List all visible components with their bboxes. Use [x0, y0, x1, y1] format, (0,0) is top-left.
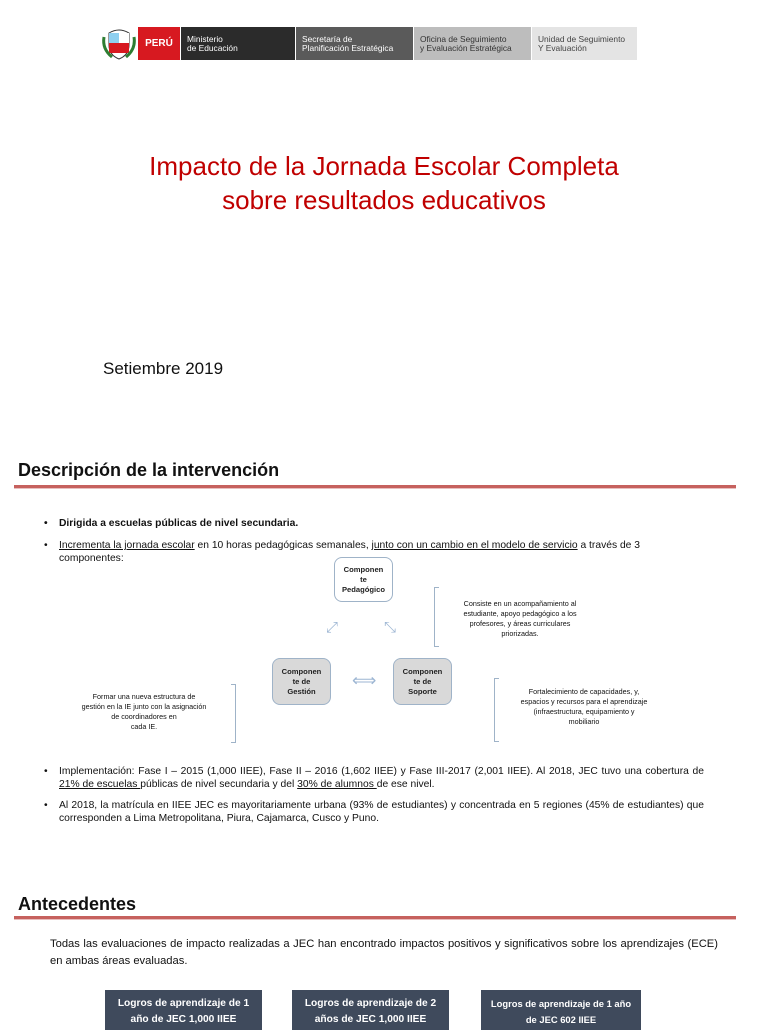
note-gestion: [62, 692, 226, 732]
component-label: Componen: [343, 564, 384, 574]
ministry-line1: Ministerio: [187, 33, 223, 44]
ministry-line2: de Educación: [187, 42, 238, 53]
double-arrow-horizontal-icon: ⟺: [352, 671, 377, 690]
peru-coat-of-arms-icon: [100, 27, 138, 60]
component-pedagogico: [334, 557, 393, 602]
bullet-text: en 10 horas pedagógicas semanales,: [194, 540, 372, 551]
bullet-text-underlined: Incrementa la jornada escolar: [59, 540, 195, 551]
bullet-text-underlined: 30% de alumnos: [297, 779, 377, 790]
list-item: [44, 517, 704, 530]
component-label: te de: [292, 676, 311, 686]
card-line: Logros de aprendizaje de 1 año: [490, 998, 632, 1009]
bullet-text: a través de 3 componentes:: [59, 540, 640, 564]
component-label: Componen: [402, 666, 443, 676]
oficina-line1: Oficina de Seguimiento: [420, 33, 507, 44]
institutional-logo-bar: [100, 27, 637, 60]
title-line1: Impacto de la Jornada Escolar Completa: [149, 151, 619, 181]
result-card-1: [105, 990, 262, 1030]
note-soporte: [498, 687, 670, 727]
card-line: años de JEC 1,000 IIEE: [314, 1014, 427, 1025]
unidad-label: [531, 27, 637, 60]
component-label: te de: [413, 676, 432, 686]
bullet-text: de ese nivel.: [376, 779, 435, 790]
unidad-line2: Y Evaluación: [538, 42, 587, 53]
note-line: estudiante, apoyo pedagógico a los: [463, 609, 577, 618]
section-heading-descripcion: Descripción de la intervención: [18, 460, 280, 480]
title-line2: sobre resultados educativos: [222, 185, 546, 215]
document-title: [60, 149, 708, 217]
bullet-text-underlined: junto con un cambio en el modelo de servicio: [371, 540, 578, 551]
note-line: espacios y recursos para el aprendizaje: [520, 697, 648, 706]
note-line: Consiste en un acompañamiento al: [463, 599, 577, 608]
section-divider: [14, 485, 736, 488]
section-heading-antecedentes: Antecedentes: [18, 894, 137, 914]
bullet-text: Dirigida a escuelas públicas de nivel secundaria.: [59, 518, 299, 529]
secretaria-line1: Secretaría de: [302, 33, 353, 44]
peru-label: PERÚ: [138, 27, 180, 60]
component-label: Componen: [281, 666, 322, 676]
result-card-2: [292, 990, 449, 1030]
bullet-text: públicas de nivel secundaria y del: [140, 779, 298, 790]
note-line: de coordinadores en: [111, 712, 177, 721]
result-card-3: [481, 990, 641, 1030]
card-line: Logros de aprendizaje de 2: [304, 998, 437, 1009]
descripcion-bullets-bottom: [44, 765, 704, 825]
component-gestion: [272, 658, 331, 705]
component-label: te: [360, 574, 367, 584]
component-soporte: [393, 658, 452, 705]
note-line: profesores, y áreas curriculares: [469, 619, 571, 628]
note-line: Formar una nueva estructura de: [92, 692, 196, 701]
card-line: Logros de aprendizaje de 1: [117, 998, 250, 1009]
oficina-line2: y Evaluación Estratégica: [420, 42, 512, 53]
note-line: priorizadas.: [501, 629, 539, 638]
note-line: Fortalecimiento de capacidades, y,: [528, 687, 640, 696]
secretaria-line2: Planificación Estratégica: [302, 42, 394, 53]
bullet-text: Implementación: Fase I – 2015 (1,000 IIEE), Fase II – 2016 (1,602 IIEE) y Fase III-2017 (2,001 IIEE). Al 2018, JEC tuvo una cobertura de: [59, 766, 704, 777]
note-line: mobiliario: [568, 717, 600, 726]
card-line: de JEC 602 IIEE: [525, 1014, 597, 1025]
note-line: cada IE.: [130, 722, 158, 731]
double-arrow-diagonal-icon: ⤡: [384, 619, 397, 636]
double-arrow-diagonal-icon: ⤢: [326, 619, 339, 636]
antecedentes-paragraph: Todas las evaluaciones de impacto realizadas a JEC han encontrado impactos positivos y significativos sobre los aprendizajes (ECE) en ambas áreas evaluadas.: [50, 938, 718, 967]
bracket-icon: [231, 684, 236, 743]
note-pedagogico: [444, 599, 596, 639]
card-line: año de JEC 1,000 IIEE: [130, 1014, 237, 1025]
note-line: (infraestructura, equipamiento y: [533, 707, 635, 716]
list-item: [44, 799, 704, 825]
component-label: Gestión: [287, 686, 316, 696]
ministerio-educacion-label: [180, 27, 295, 60]
bullet-text: Al 2018, la matrícula en IIEE JEC es mayoritariamente urbana (93% de estudiantes) y concentrada en 5 regiones (45% de estudiantes) que corresponden a Lima Metropolitana, Piura, Cajamarca, Cusco y Puno.: [59, 800, 704, 824]
unidad-line1: Unidad de Seguimiento: [538, 33, 626, 44]
component-label: Soporte: [408, 686, 437, 696]
oficina-label: [413, 27, 531, 60]
secretaria-label: [295, 27, 413, 60]
note-line: gestión en la IE junto con la asignación: [81, 702, 207, 711]
section-divider: [14, 916, 736, 919]
bullet-text-underlined: 21% de escuelas: [59, 779, 141, 790]
list-item: [44, 765, 704, 791]
bracket-icon: [434, 587, 439, 647]
document-date: Setiembre 2019: [103, 359, 224, 378]
component-label: Pedagógico: [341, 584, 386, 594]
